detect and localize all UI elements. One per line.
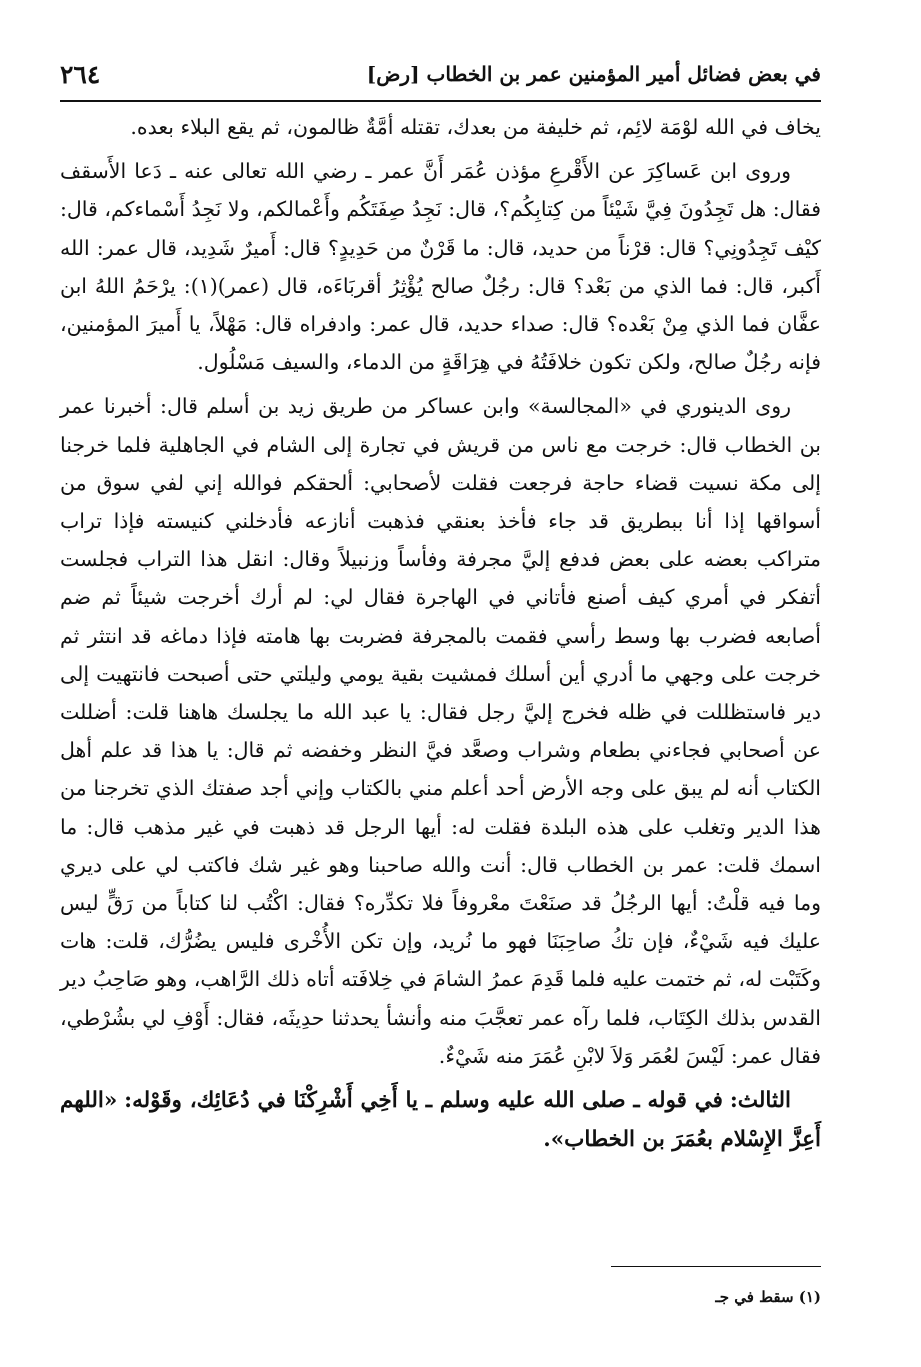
text-line: بطعام وشراب وصعَّد فيَّ النظر وخفضه ثم قال: يا هذا قد علم أهل الكتاب أنه لم يبق على — [60, 738, 822, 801]
paragraph-1 — [60, 108, 821, 146]
paragraph-3 — [60, 387, 821, 1075]
text-line: وَلاَ لابْنِ عُمَرَ منه شَيْءٌ. — [438, 1043, 634, 1068]
text-line: ظله فخرج إليَّ رجل فقال: يا عبد الله ما يجلسك هاهنا قلت: أضللت عن أصحابي فجاءني — [60, 700, 821, 763]
text-line: في قوله ـ صلى الله عليه وسلم ـ يا أَخِي أَشْرِكْنَا في دُعَائِك، وقَوْله: — [124, 1088, 723, 1114]
main-text — [60, 108, 821, 1159]
text-line: على بعض فدفع إليَّ مجرفة وفأساً وزنبيلاً وقال: انقل هذا التراب فجلست أتفكر في أمري — [60, 547, 821, 610]
header-rule — [60, 100, 821, 102]
text-line: فقال: هل تَجِدُونَ فِيَّ شَيْئاً من كِتابِكُم؟، قال: نَجِدُ صِفَتَكُم وأَعْمالكم، ولا نَجِدُ أَسْماءكم، قال: — [60, 197, 821, 222]
paragraph-2 — [60, 152, 821, 381]
text-line: صالح، ولكن تكون خلافَتُهُ في هِرَاقَةٍ من الدماء، والسيف مَسْلُول. — [197, 350, 738, 375]
text-line: إذا أنا ببطريق قد جاء فأخذ بعنقي فذهبت أنازعه فأدخلني كنيسته فإذا تراب متراكب بعضه — [60, 509, 821, 572]
paragraph-4 — [60, 1081, 821, 1159]
page-header — [60, 52, 821, 96]
text-line: روى الدينوري في «المجالسة» وابن عساكر من طريق زيد بن أسلم قال: أخبرنا عمر بن — [60, 394, 821, 457]
page-number: ٢٦٤ — [60, 59, 101, 89]
text-line: وجه الأرض أحد أعلم مني بالكتاب وإني أجد صفتك الذي تخرجنا من هذا الدير وتغلب — [60, 776, 821, 839]
text-line: صاحِبَنَا فهو ما نُريد، وإن تكن الأُخْرى فليس يضُرُّك، قلت: هات وكَتَبْت له، ثم ختمت عليه — [60, 929, 821, 992]
running-title: في بعض فضائل أمير المؤمنين عمر بن الخطاب [رض] — [366, 62, 821, 86]
text-line: فلما قَدِمَ عمرُ الشامَ في خِلافَته أتاه ذلك الرَّاهب، وهو صَاحِبُ دير القدس بذلك الكِتَاب، — [60, 967, 821, 1030]
text-line: وروى ابن عَساكِرَ عن الأَقْرعِ مؤذن عُمَر أَنَّ عمر ـ رضي الله تعالى عنه ـ دَعا الأَسقف — [60, 159, 791, 184]
text-line: مكة نسيت قضاء حاجة فرجعت فقلت لأصحابي: ألحقكم فوالله إني لفي سوق من أسواقها — [60, 470, 821, 534]
text-line: فما الذي مِنْ بَعْده؟ قال: صداء حديد، قال عمر: وادفراه قال: مَهْلاً، يا أَميرَ المؤمنين، فإنه رجُلٌ — [60, 312, 821, 375]
footnote: (١) سقط في جـ — [715, 1288, 821, 1306]
text-line: «اللهم أَعِزَّ الإِسْلام بعُمَرَ بن الخطاب». — [60, 1088, 821, 1153]
text-line: كيف أصنع فأتاني في الهاجرة فقال لي: لم أرك أخرجت شيئاً ثم ضم أصابعه فضرب بها — [60, 585, 821, 648]
footnote-rule — [611, 1266, 821, 1267]
section-heading: الثالث: — [729, 1088, 791, 1114]
text-line: على هذه البلدة فقلت له: أيها الرجل قد ذهبت في غير مذهب قال: ما اسمك قلت: عمر بن — [60, 814, 821, 877]
text-line: أدري أين أسلك فمشيت بقية يومي وليلتي حتى أصبحت فانتهيت إلى دير فاستظللت في — [60, 661, 821, 725]
text-line: كيْف تَجِدُونِي؟ قال: قرْناً من حديد، قال: ما قَرْنٌ من حَدِيدٍ؟ قال: أَميرٌ شَدِيد، قال عمر: الله — [60, 235, 821, 260]
text-line: الخطاب قال: أنت والله صاحبنا وهو غير شك فاكتب لي على ديري وما فيه قلْتُ: أيها الرجُلُ — [60, 852, 821, 916]
text-line: أَكبر، قال: فما الذي من بَعْد؟ قال: رجُلٌ صالح يُؤْثِرُ أقربَاءَه، قال (عمر)(١): يرْحَمُ اللهُ ابن عفَّان — [60, 273, 821, 337]
text-line: الخطاب قال: خرجت مع ناس من قريش في تجارة إلى الشام في الجاهلية فلما خرجنا إلى — [60, 432, 821, 495]
text-line: قد صنَعْتَ معْروفاً فلا تكدِّره؟ فقال: اكْتُب لنا كتاباً من رَقٍّ ليس عليك فيه شَيْءٌ، فإن تكُ — [60, 891, 821, 954]
text-line: وسط رأسي فقمت بالمجرفة فضربت بها هامته فإذا دماغه قد انتثر ثم خرجت على وجهي ما — [60, 623, 821, 686]
text-line: يخاف في الله لوْمَة لائِم، ثم خليفة من بعدك، تقتله أمَّةٌ ظالمون، ثم يقع البلاء بعده. — [130, 115, 821, 139]
text-line: فلما رآه عمر تعجَّبَ منه وأنشأ يحدثنا حدِيثَه، فقال: أَوْفِ لي بشُرْطي، فقال عمر: لَيْسَ لعُمَر — [60, 1005, 821, 1068]
